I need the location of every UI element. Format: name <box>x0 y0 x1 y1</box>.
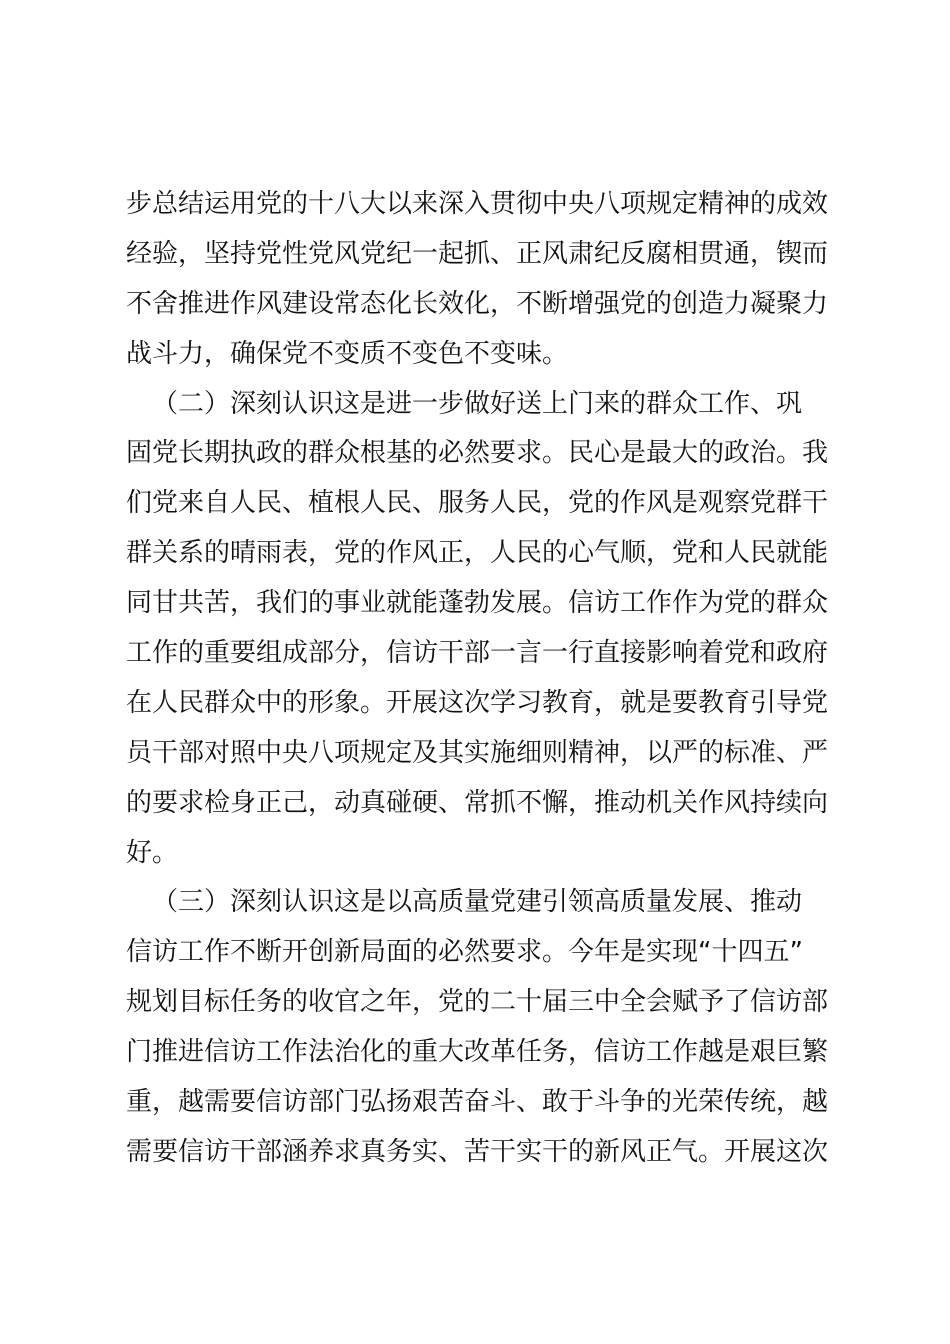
text-line: 同甘共苦，我们的事业就能蓬勃发展。信访工作作为党的群众 <box>126 588 829 619</box>
text-line: 重，越需要信访部门弘扬艰苦奋斗、敢于斗争的光荣传统，越 <box>126 1087 829 1118</box>
text-line: 信访工作不断开创新局面的必然要求。今年是实现“十四五” <box>126 937 803 968</box>
text-line: 好。 <box>126 837 179 868</box>
text-line: 工作的重要组成部分，信访干部一言一行直接影响着党和政府 <box>126 638 829 669</box>
paragraph-heading-2: （二）深刻认识这是进一步做好送上门来的群众工作、巩 <box>152 388 803 419</box>
text-line: 需要信访干部涵养求真务实、苦干实干的新风正气。开展这次 <box>126 1136 829 1167</box>
text-line: 规划目标任务的收官之年，党的二十届三中全会赋予了信访部 <box>126 987 829 1018</box>
text-line: 员干部对照中央八项规定及其实施细则精神，以严的标准、严 <box>126 737 829 768</box>
body-text <box>126 180 836 1178</box>
text-line: 不舍推进作风建设常态化长效化，不断增强党的创造力凝聚力 <box>126 288 829 319</box>
text-line: 战斗力，确保党不变质不变色不变味。 <box>126 338 569 369</box>
paragraph-heading-3: （三）深刻认识这是以高质量党建引领高质量发展、推动 <box>152 887 803 918</box>
text-line: 们党来自人民、植根人民、服务人民，党的作风是观察党群干 <box>126 488 829 519</box>
text-line: 群关系的晴雨表，党的作风正，人民的心气顺，党和人民就能 <box>126 538 829 569</box>
text-line: 经验，坚持党性党风党纪一起抓、正风肃纪反腐相贯通，锲而 <box>126 238 829 269</box>
text-line: 在人民群众中的形象。开展这次学习教育，就是要教育引导党 <box>126 687 829 718</box>
text-line: 门推进信访工作法治化的重大改革任务，信访工作越是艰巨繁 <box>126 1037 829 1068</box>
text-line: 固党长期执政的群众根基的必然要求。民心是最大的政治。我 <box>126 438 829 469</box>
text-line: 步总结运用党的十八大以来深入贯彻中央八项规定精神的成效 <box>126 189 829 219</box>
text-line: 的要求检身正己，动真碰硬、常抓不懈，推动机关作风持续向 <box>126 787 829 818</box>
